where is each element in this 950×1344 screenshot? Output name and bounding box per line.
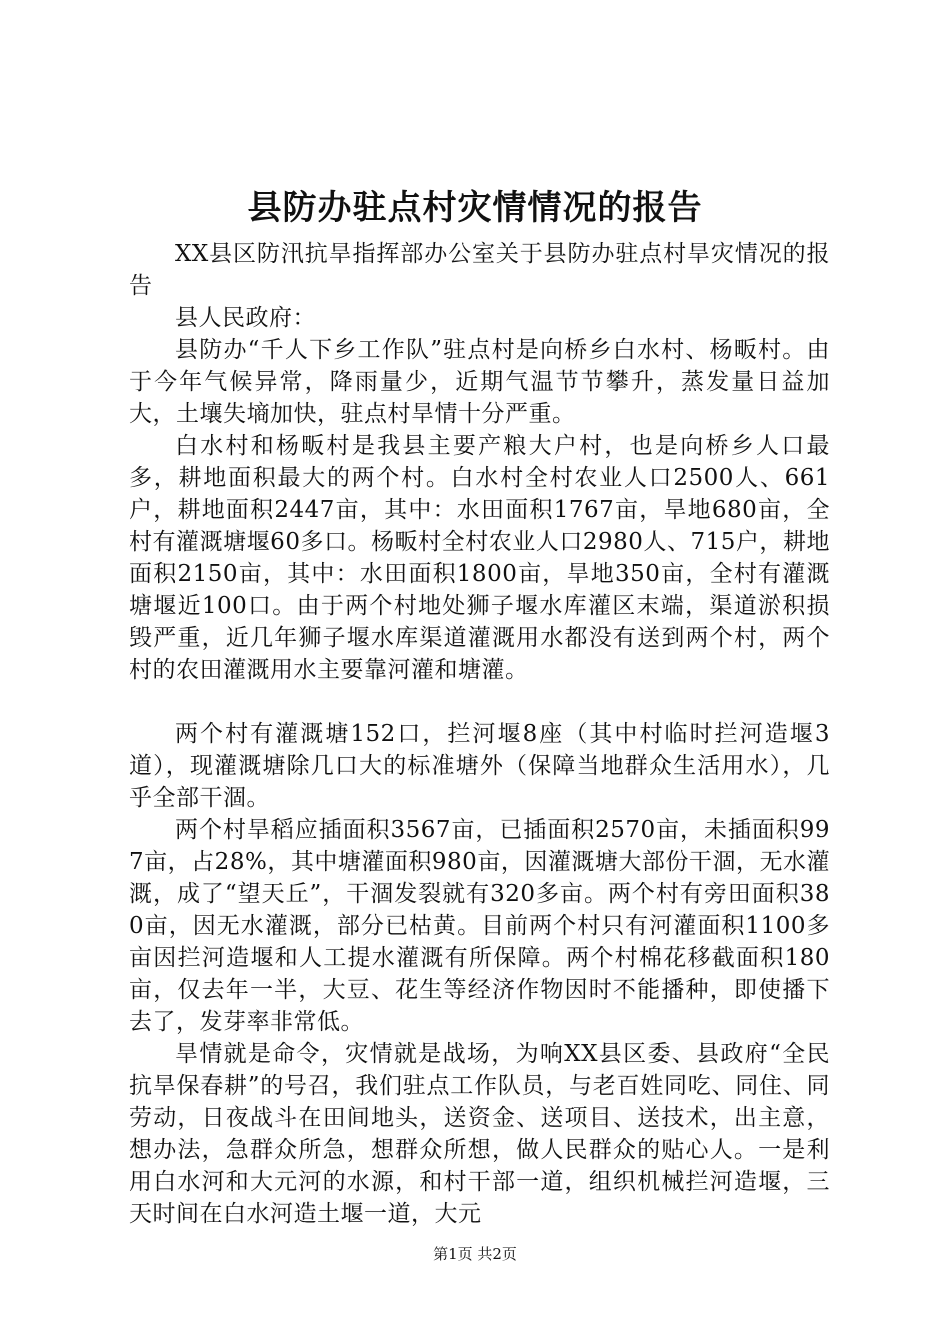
- paragraph-spacer: [129, 686, 830, 718]
- document-title: 县防办驻点村灾情情况的报告: [247, 188, 703, 228]
- paragraph-village-info: 白水村和杨畈村是我县主要产粮大户村，也是向桥乡人口最多，耕地面积最大的两个村。白水村全村农业人口2500人、661户，耕地面积2447亩，其中：水田面积1767亩，旱地680亩，全村有灌溉塘堰60多口。杨畈村全村农业人口2980人、715户，耕地面积2150亩，其中：水田面积1800亩，旱地350亩，全村有灌溉塘堰近100口。由于两个村地处狮子堰水库灌区末端，渠道淤积损毁严重，近几年狮子堰水库渠道灌溉用水都没有送到两个村，两个村的农田灌溉用水主要靠河灌和塘灌。: [129, 433, 830, 683]
- paragraph-intro: 县防办“千人下乡工作队”驻点村是向桥乡白水村、杨畈村。由于今年气候异常，降雨量少，近期气温节节攀升，蒸发量日益加大，土壤失墒加快，驻点村旱情十分严重。: [129, 337, 830, 427]
- paragraph-actions: 旱情就是命令，灾情就是战场，为响XX县区委、县政府“全民抗旱保春耕”的号召，我们驻点工作队员，与老百姓同吃、同住、同劳动，日夜战斗在田间地头，送资金、送项目、送技术，出主意，想办法，急群众所急，想群众所想，做人民群众的贴心人。一是利用白水河和大元河的水源，和村干部一道，组织机械拦河造堰，三天时间在白水河造土堰一道，大元: [129, 1041, 830, 1227]
- paragraph-rice: 两个村旱稻应插面积3567亩，已插面积2570亩，未插面积997亩，占28%，其中塘灌面积980亩，因灌溉塘大部份干涸，无水灌溉，成了“望天丘”，干涸发裂就有320多亩。两个村有旁田面积380亩，因无水灌溉，部分已枯黄。目前两个村只有河灌面积1100多亩因拦河造堰和人工提水灌溉有所保障。两个村棉花移截面积180亩，仅去年一半，大豆、花生等经济作物因时不能播种，即使播下去了，发芽率非常低。: [129, 817, 830, 1035]
- paragraph-salutation: 县人民政府：: [175, 305, 316, 331]
- paragraph-ponds: 两个村有灌溉塘152口，拦河堰8座（其中村临时拦河造堰3道），现灌溉塘除几口大的标准塘外（保障当地群众生活用水），几乎全部干涸。: [129, 721, 830, 811]
- document-body: [129, 238, 830, 1230]
- page-number: 第1页 共2页: [433, 1245, 517, 1263]
- paragraph-heading: XX县区防汛抗旱指挥部办公室关于县防办驻点村旱灾情况的报告: [129, 241, 830, 299]
